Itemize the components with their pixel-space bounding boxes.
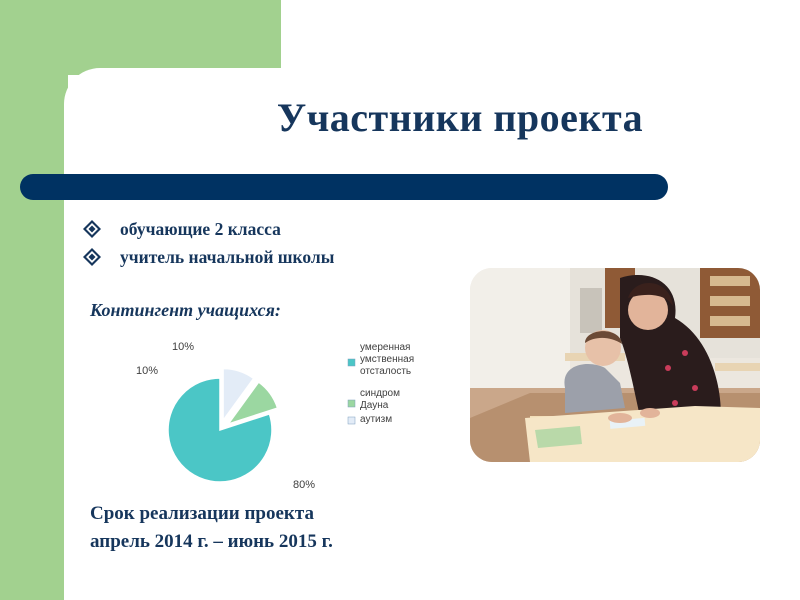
timeline-dates: апрель 2014 г. – июнь 2015 г. bbox=[90, 531, 333, 552]
legend-entry: умеренная умственная отсталость bbox=[360, 342, 415, 377]
diamond-bullet-icon bbox=[82, 219, 102, 239]
title-divider-bar bbox=[20, 174, 668, 200]
legend-entry: аутизм bbox=[360, 414, 393, 425]
pie-slice-label: 10% bbox=[172, 341, 195, 353]
bullet-list bbox=[82, 215, 334, 271]
bullet-text: учитель начальной школы bbox=[120, 246, 335, 267]
legend-swatch bbox=[348, 400, 355, 407]
bullet-item bbox=[82, 215, 334, 243]
bullet-item bbox=[82, 243, 334, 271]
classroom-photo bbox=[470, 268, 760, 462]
pie-chart bbox=[100, 330, 470, 500]
timeline-heading: Срок реализации проекта bbox=[90, 503, 314, 524]
classroom-photo-icon bbox=[470, 268, 760, 462]
pie-slice-label: 10% bbox=[136, 365, 159, 377]
legend-swatch bbox=[348, 417, 355, 424]
pie-slice-label: 80% bbox=[293, 479, 316, 491]
legend-swatch bbox=[348, 359, 355, 366]
bullet-text: обучающие 2 класса bbox=[120, 218, 281, 239]
legend-entry: синдром Дауна bbox=[360, 388, 400, 411]
diamond-bullet-icon bbox=[82, 247, 102, 267]
project-timeline bbox=[90, 500, 333, 556]
contingent-label: Контингент учащихся: bbox=[90, 300, 281, 320]
slide-title: Участники проекта bbox=[276, 95, 644, 140]
green-side-strip bbox=[0, 0, 68, 600]
